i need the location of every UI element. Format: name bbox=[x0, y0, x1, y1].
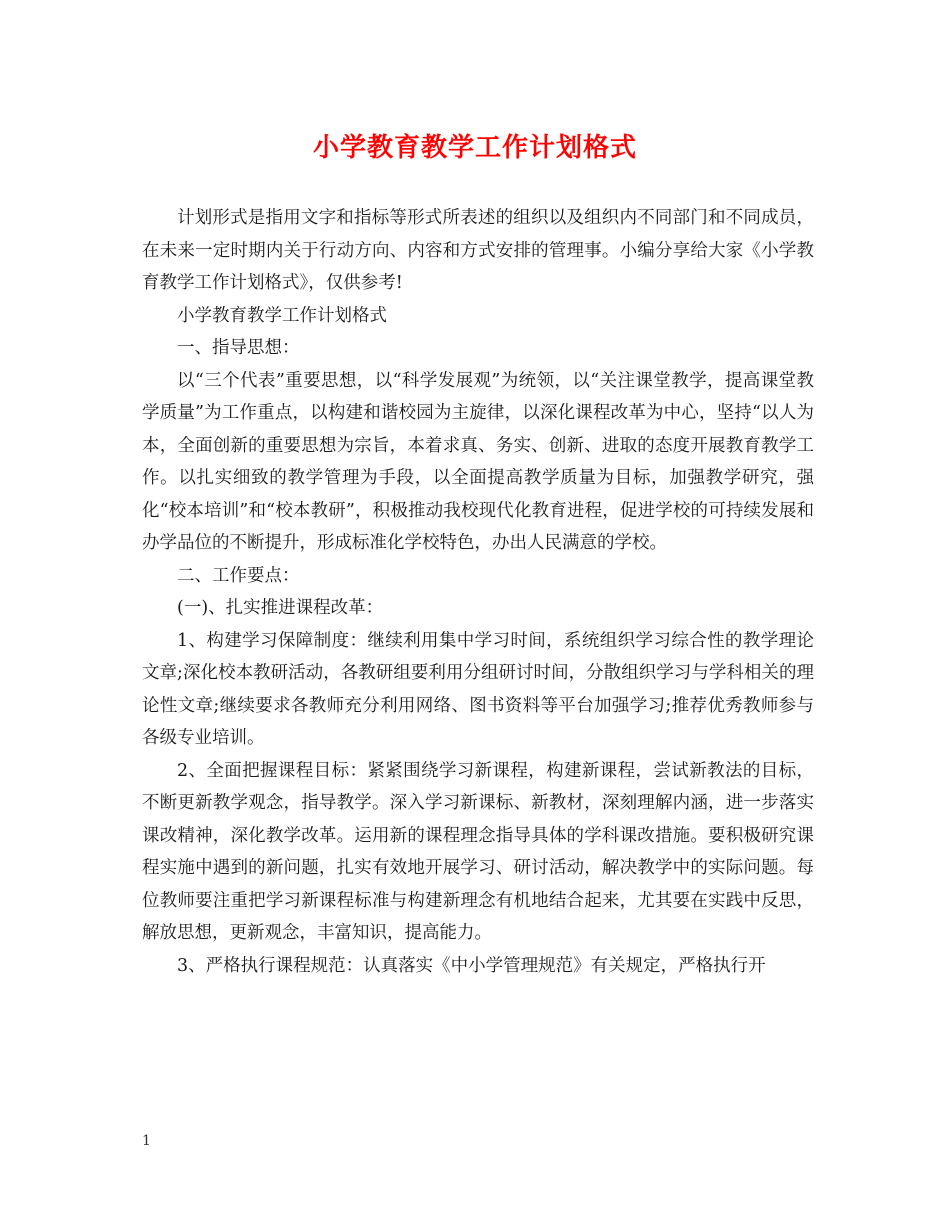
paragraph-guiding-ideology: 以“三个代表”重要思想，以“科学发展观”为统领，以“关注课堂教学，提高课堂教学质量”为工作重点，以构建和谐校园为主旋律，以深化课程改革为中心，坚持“以人为本，全面创新的重要思想为宗旨，本着求真、务实、创新、进取的态度开展教育教学工作。以扎实细致的教学管理为手段，以全面提高教学质量为目标，加强教学研究，强化“校本培训”和“校本教研”，积极推动我校现代化教育进程，促进学校的可持续发展和办学品位的不断提升，形成标准化学校特色，办出人民满意的学校。 bbox=[142, 370, 814, 553]
section-heading-guiding-ideology: 一、指导思想： bbox=[177, 338, 300, 358]
paragraph-item-3: 3、严格执行课程规范：认真落实《中小学管理规范》有关规定，严格执行开 bbox=[177, 955, 766, 976]
paragraph-item-1: 1、构建学习保障制度：继续利用集中学习时间，系统组织学习综合性的教学理论文章;深化校本教研活动，各教研组要利用分组研讨时间，分散组织学习与学科相关的理论性文章;继续要求各教师充分利用网络、图书资料等平台加强学习;推荐优秀教师参与各级专业培训。 bbox=[142, 630, 814, 748]
document-body bbox=[142, 202, 814, 982]
page-number: 1 bbox=[142, 1133, 151, 1149]
paragraph-item-2: 2、全面把握课程目标：紧紧围绕学习新课程，构建新课程，尝试新教法的目标，不断更新教学观念，指导教学。深入学习新课标、新教材，深刻理解内涵，进一步落实课改精神，深化教学改革。运用新的课程理念指导具体的学科课改措施。要积极研究课程实施中遇到的新问题，扎实有效地开展学习、研讨活动，解决教学中的实际问题。每位教师要注重把学习新课程标准与构建新理念有机地结合起来，尤其要在实践中反思，解放思想，更新观念，丰富知识，提高能力。 bbox=[142, 760, 814, 943]
document-title: 小学教育教学工作计划格式 bbox=[312, 133, 637, 163]
section-heading-work-points: 二、工作要点： bbox=[177, 565, 300, 586]
paragraph-intro: 计划形式是指用文字和指标等形式所表述的组织以及组织内不同部门和不同成员，在未来一定时期内关于行动方向、内容和方式安排的管理事。小编分享给大家《小学教育教学工作计划格式》，仅供参考! bbox=[142, 208, 814, 293]
paragraph-subtitle: 小学教育教学工作计划格式 bbox=[177, 305, 387, 326]
subsection-heading-curriculum-reform: (一)、扎实推进课程改革： bbox=[177, 598, 384, 618]
